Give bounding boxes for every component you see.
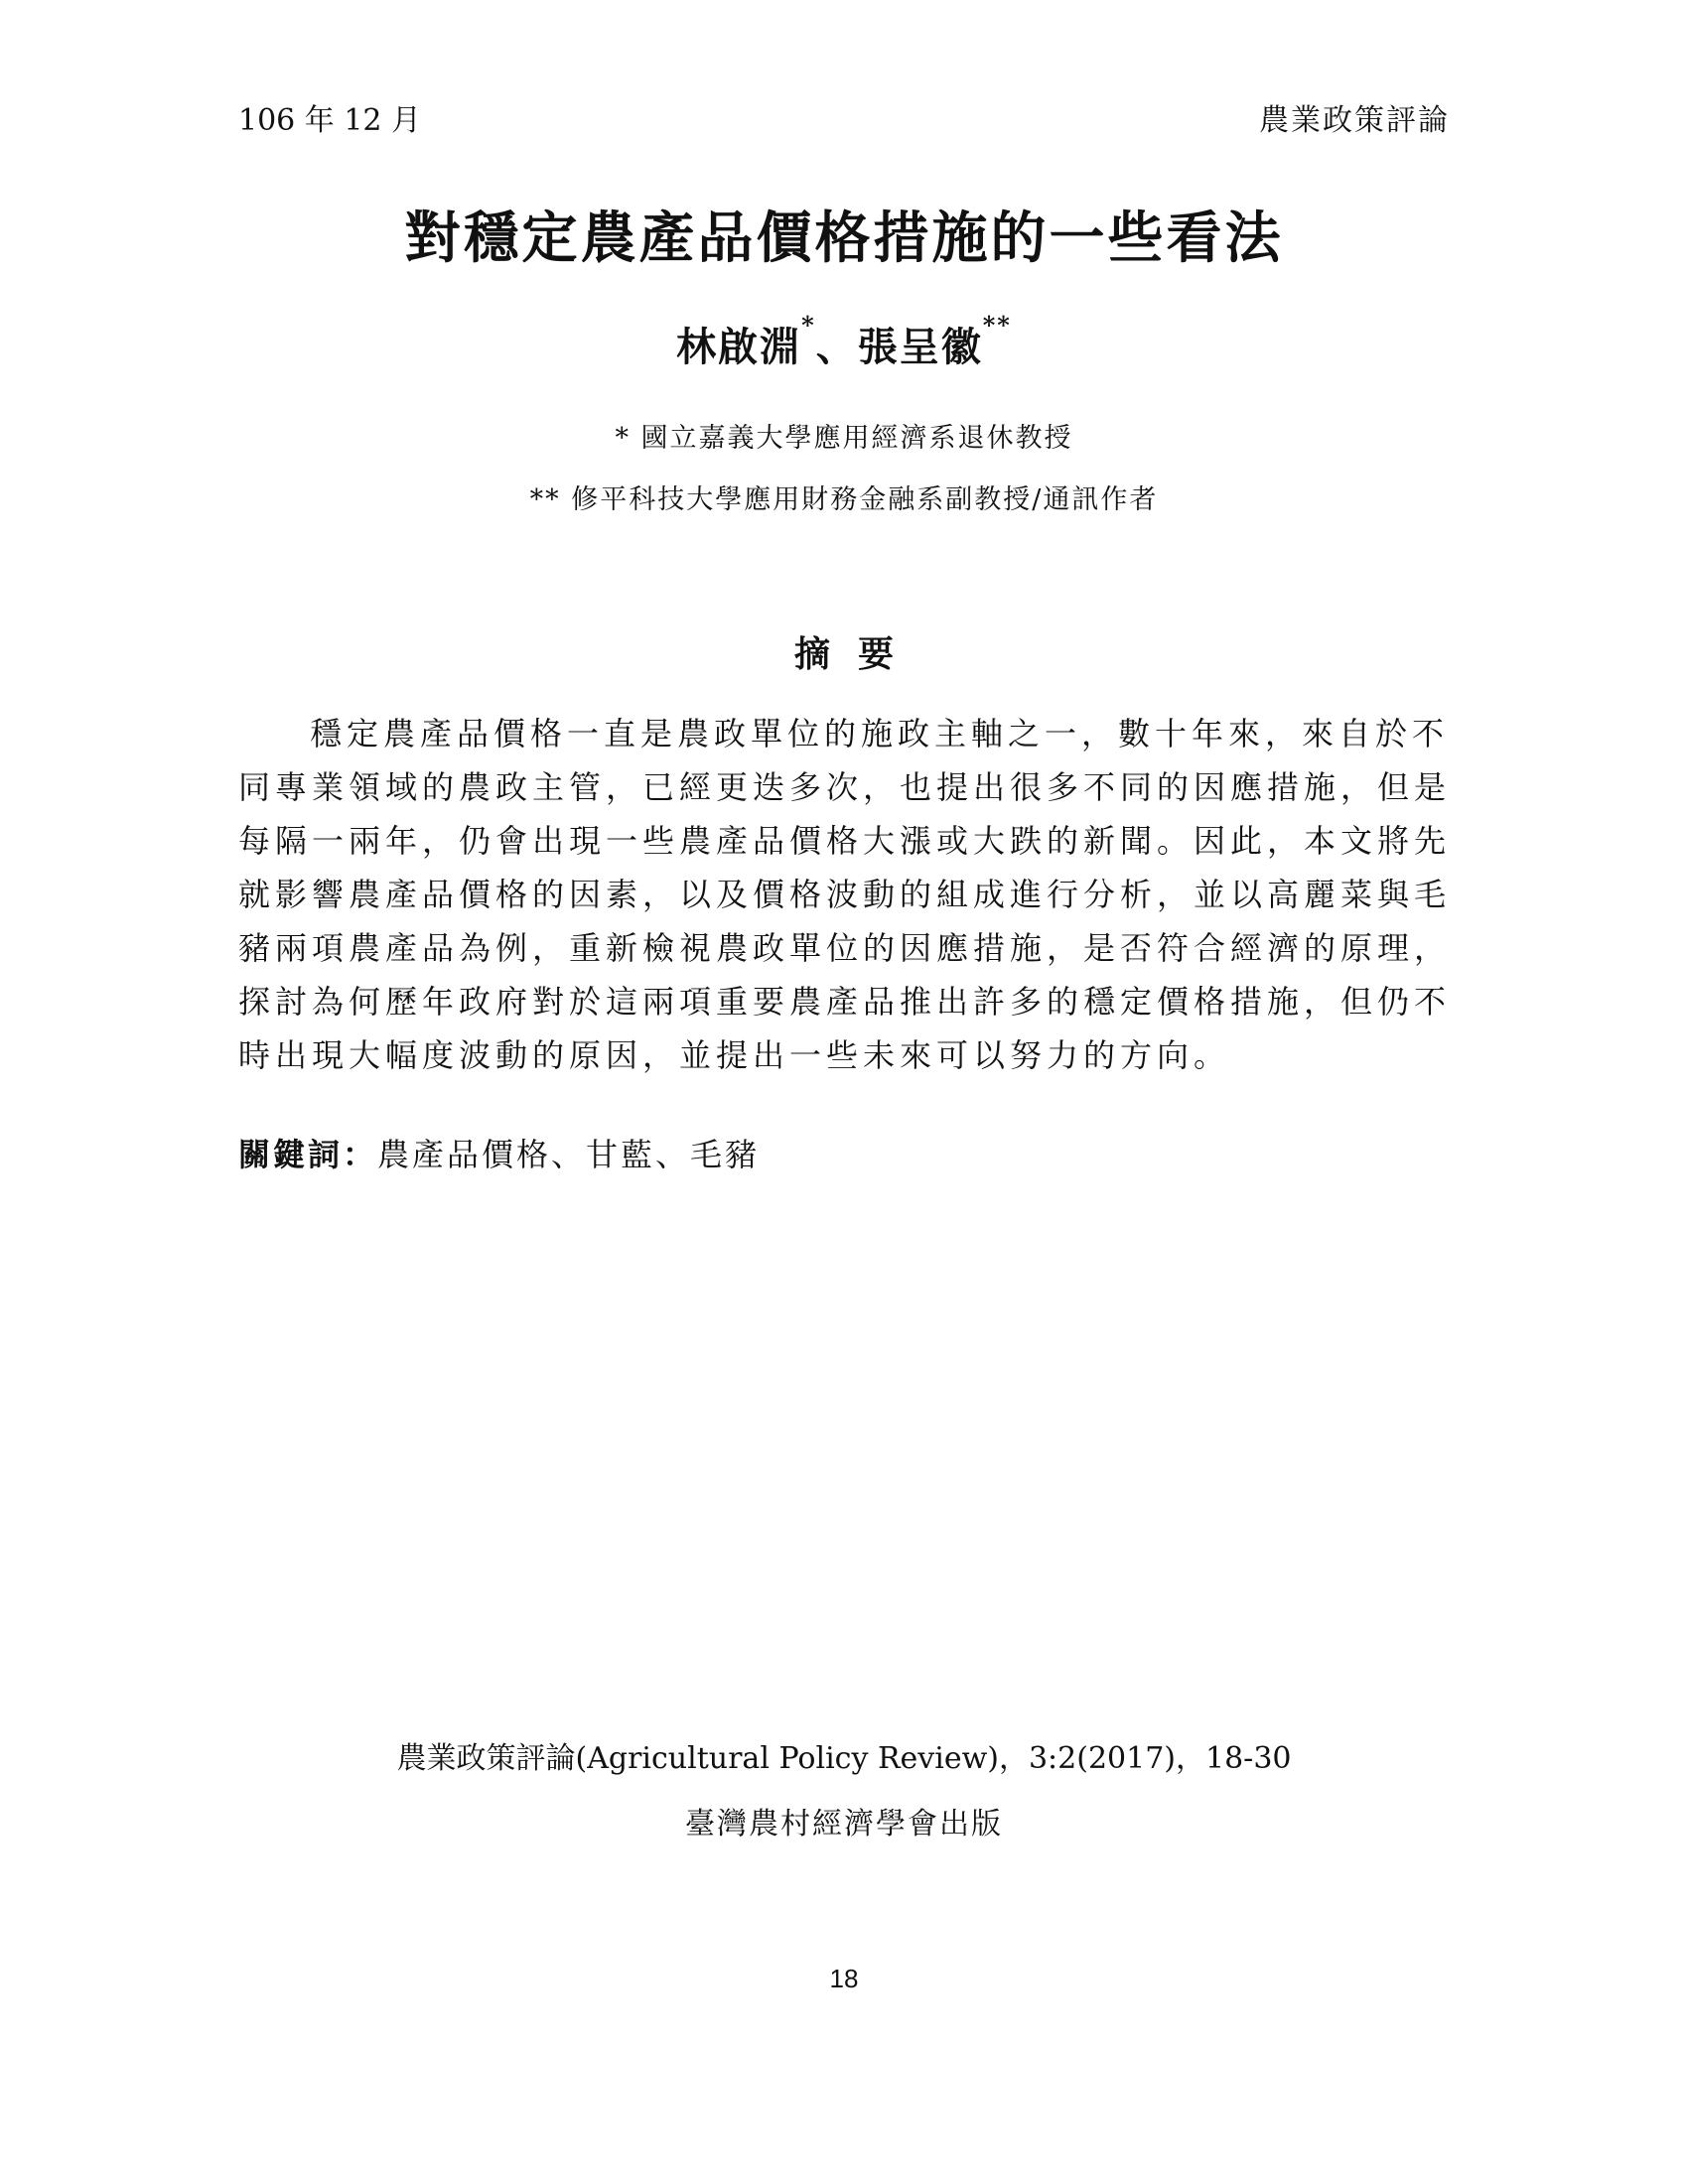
keywords-text: 農產品價格、甘藍、毛豬 (377, 1136, 761, 1173)
abstract-line: 就影響農產品價格的因素，以及價格波動的組成進行分析，並以高麗菜與毛 (238, 876, 1452, 913)
paper-title: 對穩定農產品價格措施的一些看法 (404, 205, 1284, 271)
keywords-label: 關鍵詞： (238, 1136, 378, 1173)
publisher-line: 臺灣農村經濟學會出版 (685, 1807, 1003, 1842)
author-1-footnote-mark: * (801, 311, 816, 340)
running-header-date: 106 年 12 月 (238, 103, 422, 138)
author-separator: 、 (815, 324, 858, 370)
affiliation-1: * 國立嘉義大學應用經濟系退休教授 (615, 423, 1073, 454)
abstract-heading (0, 629, 1688, 679)
abstract-line: 穩定農產品價格一直是農政單位的施政主軸之一，數十年來，來自於不 (310, 715, 1450, 752)
page-number: 18 (829, 1964, 859, 1993)
author-2-footnote-mark: ** (982, 311, 1012, 340)
citation-line: 農業政策評論(Agricultural Policy Review)，3:2(2017)，18-30 (396, 1741, 1292, 1776)
author-line (0, 311, 1688, 375)
abstract-heading-char-2: 要 (858, 633, 895, 675)
author-name-2: 張呈徽 (857, 324, 983, 370)
keywords (238, 1132, 760, 1177)
abstract-line: 探討為何歷年政府對於這兩項重要農產品推出許多的穩定價格措施，但仍不 (238, 983, 1452, 1021)
affiliation-2: ** 修平科技大學應用財務金融系副教授/通訊作者 (529, 484, 1159, 515)
author-name-1: 林啟淵 (676, 324, 802, 370)
abstract-heading-char-1: 摘 (793, 633, 830, 675)
abstract-line: 豬兩項農產品為例，重新檢視農政單位的因應措施，是否符合經濟的原理， (238, 929, 1452, 967)
abstract-body (238, 707, 1450, 1082)
running-header-journal: 農業政策評論 (1259, 103, 1450, 138)
abstract-line: 同專業領域的農政主管，已經更迭多次，也提出很多不同的因應措施，但是 (238, 768, 1452, 806)
abstract-line: 時出現大幅度波動的原因，並提出一些未來可以努力的方向。 (238, 1036, 1231, 1074)
abstract-line: 每隔一兩年，仍會出現一些農產品價格大漲或大跌的新聞。因此，本文將先 (238, 822, 1452, 860)
